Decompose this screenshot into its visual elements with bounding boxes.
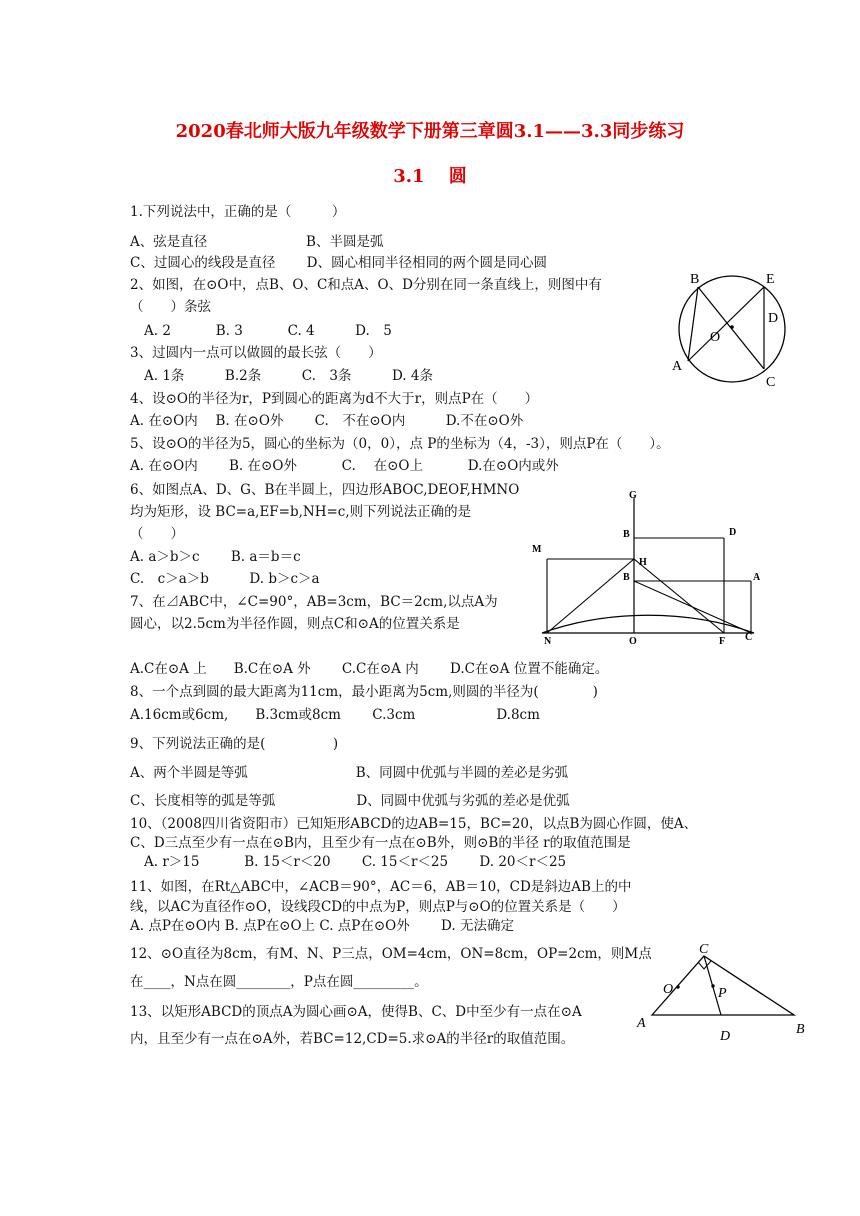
text-line: 1.下列说法中，正确的是（ ）	[130, 204, 346, 220]
text-line: 8、一个点到圆的最大距离为11cm，最小距离为5cm,则圆的半径为( )	[130, 684, 598, 700]
figure3-label: A	[637, 1016, 646, 1031]
text-line: A.C在⊙A 上 B.C在⊙A 外 C.C在⊙A 内 D.C在⊙A 位置不能确定。	[130, 661, 609, 677]
text-line: A.16cm或6cm, B.3cm或8cm C.3cm D.8cm	[130, 707, 540, 723]
text-line: （ ）	[130, 526, 184, 542]
right-triangle-figure	[632, 940, 812, 1044]
text-line: C、D三点至少有一点在⊙B内，且至少有一点在⊙B外，则⊙B的半径 r的取值范围是	[130, 835, 631, 851]
figure2-label: D	[729, 527, 737, 538]
text-line: 均为矩形，设 BC=a,EF=b,NH=c,则下列说法正确的是	[130, 504, 472, 520]
text-line: A. 1条 B.2条 C. 3条 D. 4条	[144, 368, 433, 384]
figure2-label: O	[629, 636, 637, 647]
text-line: A. 点P在⊙O内 B. 点P在⊙O上 C. 点P在⊙O外 D. 无法确定	[130, 918, 514, 934]
text-line: （ ）条弦	[130, 299, 211, 315]
figure3-label: C	[699, 942, 709, 957]
figure1-label: B	[690, 272, 700, 287]
text-line: 7、在⊿ABC中，∠C=90°，AB=3cm，BC＝2cm,以点A为	[130, 594, 498, 610]
figure3-label: P	[718, 986, 727, 1001]
figure2-label: H	[639, 557, 647, 568]
figure2-label: M	[532, 544, 542, 555]
text-line: A. 在⊙O内 B. 在⊙O外 C. 不在⊙O内 D.不在⊙O外	[130, 413, 524, 429]
section-title: 3.1 圆	[393, 166, 467, 187]
figure2-label: N	[544, 636, 552, 647]
text-line: A. a＞b＞c B. a＝b＝c	[130, 549, 301, 565]
figure2-label: A	[753, 572, 761, 583]
figure1-label: O	[710, 330, 721, 345]
text-line: 线，以AC为直径作⊙O，设线段CD的中点为P，则点P与⊙O的位置关系是（ ）	[130, 899, 626, 915]
figure2-label: F	[719, 636, 726, 647]
text-line: C、长度相等的弧是等弧 D、同圆中优弧与劣弧的差必是优弧	[130, 793, 570, 809]
page-title: 2020春北师大版九年级数学下册第三章圆3.1——3.3同步练习	[175, 121, 685, 142]
text-line: 2、如图，在⊙O中，点B、O、C和点A、O、D分别在同一条直线上，则图中有	[130, 277, 602, 293]
text-line: 12、⊙O直径为8cm，有M、N、P三点，OM=4cm，ON=8cm，OP=2cm，则M点	[130, 946, 652, 962]
semicircle-rectangles-figure	[525, 488, 775, 648]
figure1-label: E	[766, 272, 775, 287]
text-line: 圆心，以2.5cm为半径作圆，则点C和⊙A的位置关系是	[130, 616, 460, 632]
text-line: 10、（2008四川省资阳市）已知矩形ABCD的边AB=15，BC=20，以点B为圆心作圆，使A、	[130, 816, 698, 832]
text-line: 4、设⊙O的半径为r，P到圆心的距离为d不大于r，则点P在（ ）	[130, 391, 539, 407]
text-line: 6、如图点A、D、G、B在半圆上，四边形ABOC,DEOF,HMNO	[130, 482, 520, 498]
circle-chords-figure	[668, 264, 796, 394]
text-line: A、两个半圆是等弧 B、同圆中优弧与半圆的差必是劣弧	[130, 765, 569, 781]
figure1-label: C	[766, 375, 776, 390]
text-line: 3、过圆内一点可以做圆的最长弦（ ）	[130, 345, 382, 361]
text-line: A. r＞15 B. 15＜r＜20 C. 15＜r＜25 D. 20＜r＜25	[144, 854, 567, 870]
figure1-label: A	[672, 359, 683, 374]
figure2-label: C	[745, 632, 753, 643]
text-line: A. 在⊙O内 B. 在⊙O外 C. 在⊙O上 D.在⊙O内或外	[130, 458, 559, 474]
figure2-label: G	[629, 490, 637, 501]
text-line: 内，且至少有一点在⊙A外，若BC=12,CD=5.求⊙A的半径r的取值范围。	[130, 1031, 575, 1047]
text-line: 13、以矩形ABCD的顶点A为圆心画⊙A，使得B、C、D中至少有一点在⊙A	[130, 1004, 582, 1020]
figure3-label: O	[663, 982, 674, 997]
figure1-label: D	[768, 311, 779, 326]
text-line: 5、设⊙O的半径为5，圆心的坐标为（0，0），点 P的坐标为（4，-3），则点P在（ ）。	[130, 436, 670, 452]
figure3-label: B	[796, 1022, 805, 1037]
figure2-label: B	[623, 529, 630, 540]
text-line: A. 2 B. 3 C. 4 D. 5	[144, 323, 392, 339]
text-line: 9、下列说法正确的是( )	[130, 736, 339, 752]
text-line: 在____，N点在圆________，P点在圆_________。	[130, 974, 428, 990]
text-line: 11、如图，在Rt△ABC中，∠ACB＝90°，AC＝6，AB＝10，CD是斜边AB上的中	[130, 879, 632, 895]
figure2-label: B	[623, 572, 630, 583]
figure3-label: D	[720, 1029, 731, 1044]
text-line: C、过圆心的线段是直径 D、圆心相同半径相同的两个圆是同心圆	[130, 255, 547, 271]
text-line: C. c＞a＞b D. b＞c＞a	[130, 571, 320, 587]
text-line: A、弦是直径 B、半圆是弧	[130, 234, 384, 250]
